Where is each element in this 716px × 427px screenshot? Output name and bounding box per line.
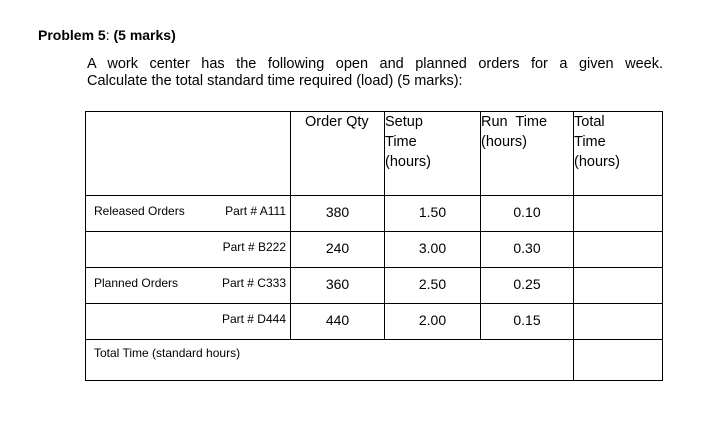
header-setup-line-3: (hours) [385, 154, 431, 170]
row-label-cell [86, 304, 291, 340]
header-setup-line-1: Setup [385, 114, 423, 130]
run-time-cell: 0.15 [481, 304, 574, 340]
total-row [86, 340, 663, 381]
header-run-line-2: (hours) [481, 134, 527, 150]
header-setup-time [385, 112, 481, 196]
load-table [85, 111, 663, 381]
title-colon: : [105, 27, 110, 43]
statement-line-1: A work center has the following open and planned orders for a given week. [87, 56, 663, 72]
setup-time-cell: 2.00 [385, 304, 481, 340]
row-category: Released Orders [94, 204, 185, 218]
setup-time-cell: 2.50 [385, 268, 481, 304]
header-total-line-3: (hours) [574, 154, 620, 170]
header-blank [86, 112, 291, 196]
problem-title [38, 27, 176, 43]
header-total-line-2: Time [574, 134, 606, 150]
table-row [86, 304, 663, 340]
header-total-line-1: Total [574, 114, 605, 130]
total-time-cell [574, 232, 663, 268]
row-label-cell [86, 196, 291, 232]
problem-marks: (5 marks) [109, 27, 176, 43]
order-qty-cell: 440 [291, 304, 385, 340]
run-time-cell: 0.10 [481, 196, 574, 232]
header-order-qty: Order Qty [291, 112, 385, 196]
table-row [86, 268, 663, 304]
row-part: Part # B222 [222, 240, 286, 254]
header-row [86, 112, 663, 196]
order-qty-cell: 360 [291, 268, 385, 304]
setup-time-cell: 3.00 [385, 232, 481, 268]
row-part: Part # C333 [221, 276, 286, 290]
problem-number: Problem 5 [38, 27, 106, 43]
row-category: Planned Orders [94, 276, 179, 290]
order-qty-cell: 240 [291, 232, 385, 268]
run-time-cell: 0.25 [481, 268, 574, 304]
total-time-cell [574, 268, 663, 304]
header-total-time [574, 112, 663, 196]
row-label-cell [86, 268, 291, 304]
order-qty-cell: 380 [291, 196, 385, 232]
row-part: Part # A111 [225, 204, 286, 218]
row-label-cell [86, 232, 291, 268]
row-part: Part # D444 [221, 312, 286, 326]
table-row [86, 232, 663, 268]
statement-line-2: Calculate the total standard time required (load) (5 marks): [87, 73, 463, 89]
header-run-time [481, 112, 574, 196]
total-row-value [574, 340, 663, 381]
table-row [86, 196, 663, 232]
total-time-cell [574, 196, 663, 232]
setup-time-cell: 1.50 [385, 196, 481, 232]
header-run-line-1: Run Time [481, 114, 548, 130]
total-time-cell [574, 304, 663, 340]
header-setup-line-2: Time [385, 134, 417, 150]
total-row-label: Total Time (standard hours) [86, 340, 574, 381]
run-time-cell: 0.30 [481, 232, 574, 268]
problem-statement [87, 56, 663, 90]
